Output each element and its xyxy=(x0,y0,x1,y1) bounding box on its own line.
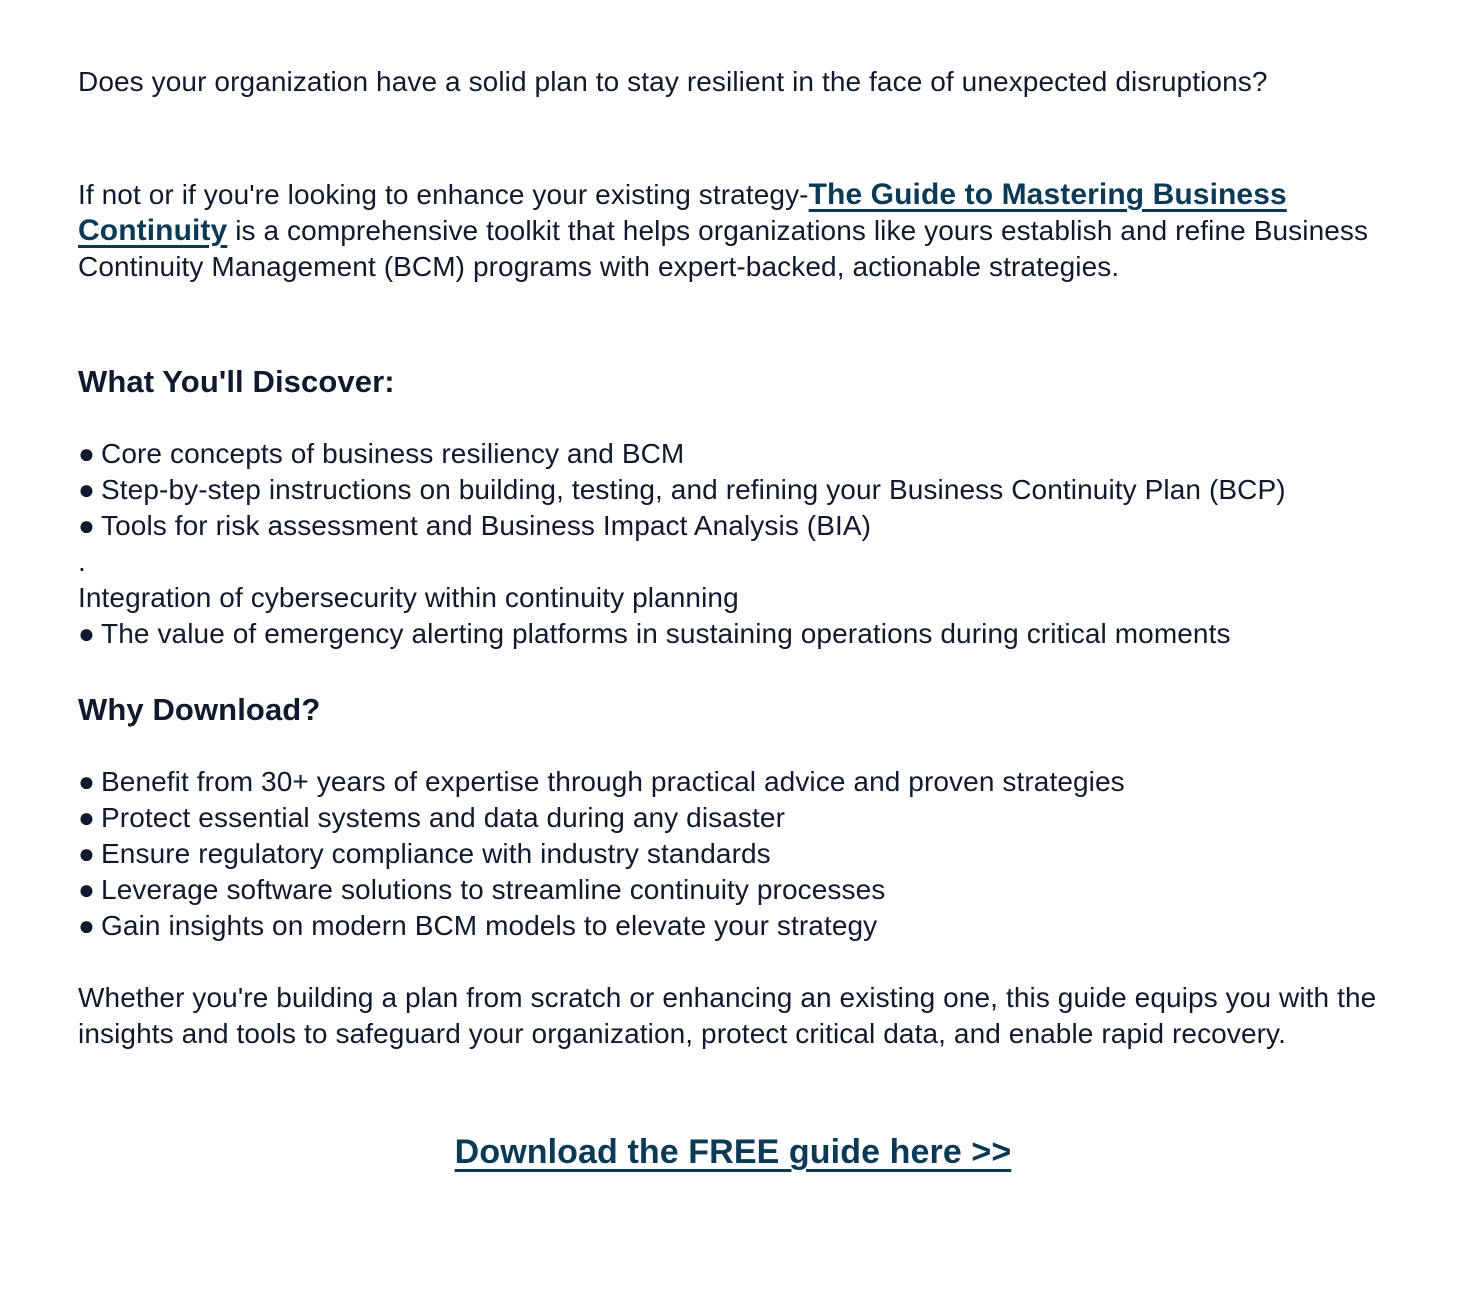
lead-text-before: If not or if you're looking to enhance your existing strategy- xyxy=(78,179,809,210)
bullet-icon: ● xyxy=(78,766,96,797)
closing-paragraph: Whether you're building a plan from scratch or enhancing an existing one, this guide equips you with the insights and tools to safeguard your organization, protect critical data, and enable rapid recovery. xyxy=(78,982,1377,1049)
bullet-icon: ● xyxy=(78,910,96,941)
intro-paragraph: Does your organization have a solid plan to stay resilient in the face of unexpected disruptions? xyxy=(78,66,1268,97)
list-item-text: Leverage software solutions to streamline continuity processes xyxy=(101,874,886,905)
list-item xyxy=(78,508,1388,544)
list-item xyxy=(78,764,1388,800)
list-item-text: Gain insights on modern BCM models to elevate your strategy xyxy=(101,910,878,941)
list-item-text: Protect essential systems and data during any disaster xyxy=(101,802,785,833)
discover-heading: What You'll Discover: xyxy=(78,364,395,399)
article-body xyxy=(78,64,1388,1174)
lead-paragraph xyxy=(78,177,1388,285)
list-item xyxy=(78,800,1388,836)
list-item xyxy=(78,836,1388,872)
list-item-text: Tools for risk assessment and Business Impact Analysis (BIA) xyxy=(101,510,872,541)
lead-text-after: is a comprehensive toolkit that helps organizations like yours establish and refine Business Continuity Management (BCM) programs with expert-backed, actionable strategies. xyxy=(78,215,1369,282)
list-item-plain: Integration of cybersecurity within continuity planning xyxy=(78,582,739,613)
cta-container xyxy=(78,1130,1388,1174)
why-heading: Why Download? xyxy=(78,692,321,727)
bullet-icon: ● xyxy=(78,838,96,869)
list-item xyxy=(78,616,1388,652)
stray-dot: . xyxy=(78,546,86,577)
why-list xyxy=(78,764,1388,944)
list-item-text: Benefit from 30+ years of expertise through practical advice and proven strategies xyxy=(101,766,1125,797)
bullet-icon: ● xyxy=(78,438,96,469)
bullet-icon: ● xyxy=(78,618,96,649)
list-item xyxy=(78,472,1388,508)
list-item-text: Step-by-step instructions on building, testing, and refining your Business Continuity Plan (BCP) xyxy=(101,474,1286,505)
list-item-text: The value of emergency alerting platforms in sustaining operations during critical moments xyxy=(101,618,1231,649)
bullet-icon: ● xyxy=(78,802,96,833)
list-item-text: Ensure regulatory compliance with industry standards xyxy=(101,838,771,869)
list-item xyxy=(78,872,1388,908)
guide-title-link[interactable]: The Guide to Mastering Business Continuity xyxy=(78,178,1287,247)
list-item xyxy=(78,908,1388,944)
discover-list xyxy=(78,436,1388,652)
list-item-text: Core concepts of business resiliency and BCM xyxy=(101,438,685,469)
bullet-icon: ● xyxy=(78,510,96,541)
list-item xyxy=(78,436,1388,472)
download-guide-link[interactable]: Download the FREE guide here >> xyxy=(454,1133,1012,1171)
bullet-icon: ● xyxy=(78,874,96,905)
bullet-icon: ● xyxy=(78,474,96,505)
